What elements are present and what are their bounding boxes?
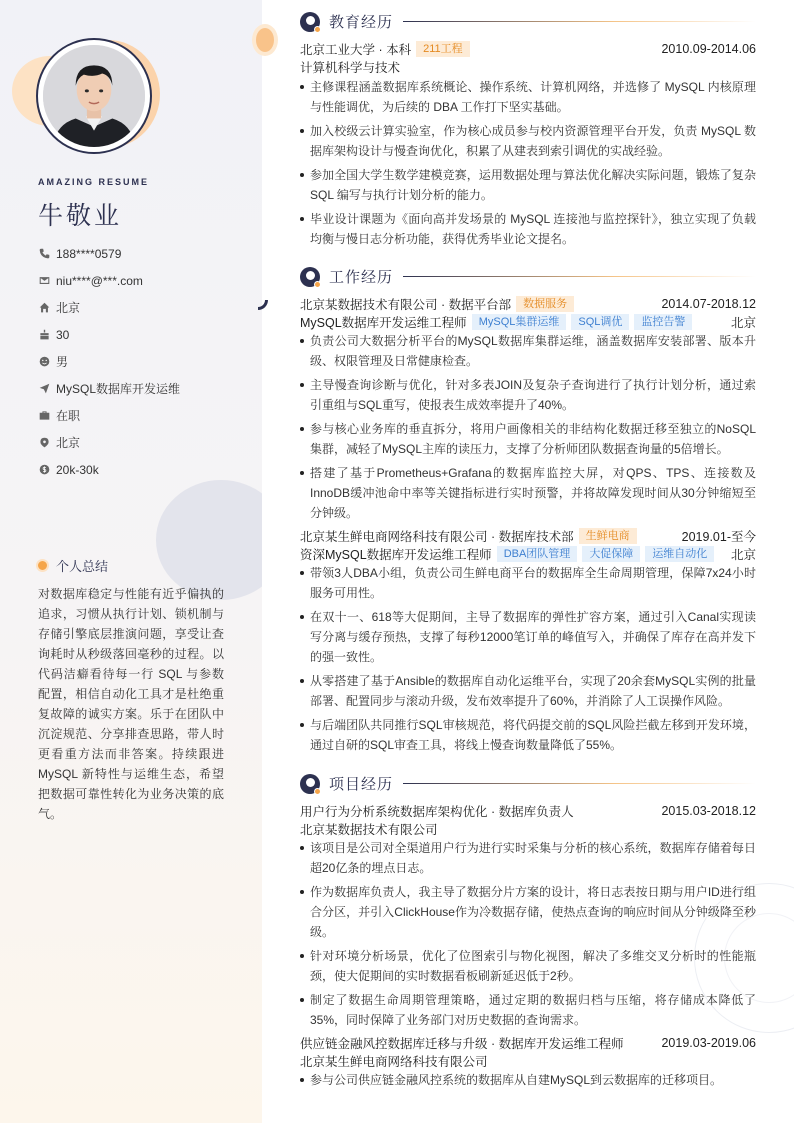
school-tag: 211工程: [416, 41, 470, 57]
job-1-period: 2014.07-2018.12: [661, 297, 756, 311]
info-salary: [38, 456, 253, 483]
section-divider: [403, 783, 756, 784]
education-period: 2010.09-2014.06: [661, 42, 756, 56]
education-title: 教育经历: [329, 14, 394, 31]
info-status: [38, 402, 253, 429]
cake-icon: [38, 329, 50, 341]
list-item: 作为数据库负责人，我主导了数据分片方案的设计，将日志表按日期与用户ID进行组合分区，并引入ClickHouse作为冷数据存储，使热点查询的响应时间从分钟级降至秒级。: [300, 882, 756, 942]
list-item: 加入校级云计算实验室，作为核心成员参与校内资源管理平台开发，负责 MySQL 数据库架构设计与慢查询优化，积累了从建表到索引调优的实战经验。: [300, 121, 756, 161]
project-2-bullets: [300, 1070, 756, 1094]
person-portrait-icon: [43, 45, 145, 147]
job-1-role: MySQL数据库开发运维工程师: [300, 316, 467, 330]
major: 计算机科学与技术: [300, 61, 401, 75]
info-residence: [38, 294, 253, 321]
job-2-company-tag: 生鲜电商: [579, 528, 637, 544]
list-item: 参加全国大学生数学建模竞赛，运用数据处理与算法优化解决实际问题，锻炼了复杂 SQL 编写与执行计划分析的能力。: [300, 165, 756, 205]
project-2-name: 供应链金融风控数据库迁移与升级 · 数据库开发运维工程师: [300, 1037, 624, 1051]
section-marker-icon: [300, 12, 320, 32]
project-1-header-row: [300, 802, 756, 820]
job-2-header-row: [300, 527, 756, 545]
list-item: 与后端团队共同推行SQL审核规范，将代码提交前的SQL风险拦截左移到开发环境，通过自研的SQL审查工具，将线上慢查询数量降低了55%。: [300, 715, 756, 755]
avatar-frame: [36, 38, 152, 154]
job-2-role: 资深MySQL数据库开发运维工程师: [300, 548, 492, 562]
list-item: 主导慢查询诊断与优化，针对多表JOIN及复杂子查询进行了执行计划分析，通过索引重组与SQL重写，使报表生成效率提升了40%。: [300, 375, 756, 415]
list-item: 带领3人DBA小组，负责公司生鲜电商平台的数据库全生命周期管理，保障7x24小时服务可用性。: [300, 563, 756, 603]
list-item: 从零搭建了基于Ansible的数据库自动化运维平台，实现了20余套MySQL实例的批量部署、配置同步与滚动升级，发布效率提升了60%，并消除了人工误操作风险。: [300, 671, 756, 711]
list-item: 负责公司大数据分析平台的MySQL数据库集群运维，涵盖数据库安装部署、版本升级、权限管理及日常健康检查。: [300, 331, 756, 371]
project-1-company: 北京某数据技术有限公司: [300, 823, 438, 837]
job-2-skill-tag: 大促保障: [582, 546, 640, 562]
list-item: 参与核心业务库的垂直拆分，将用户画像相关的非结构化数据迁移至独立的NoSQL集群，减轻了MySQL主库的读压力，支撑了分析师团队数据查询量的5倍增长。: [300, 419, 756, 459]
list-item: 搭建了基于Prometheus+Grafana的数据库监控大屏，对QPS、TPS、连接数及InnoDB缓冲池命中率等关键指标进行实时预警，并将故障发现时间从30分钟缩短至分钟级。: [300, 463, 756, 523]
job-1-company-tag: 数据服务: [516, 296, 574, 312]
job-1-city: 北京: [730, 316, 756, 330]
job-1-company: 北京某数据技术有限公司 · 数据平台部: [300, 298, 512, 312]
decorative-hook: [258, 300, 268, 310]
info-age: [38, 321, 253, 348]
list-item: 毕业设计课题为《面向高并发场景的 MySQL 连接池与监控探针》，独立实现了负载均衡与慢日志分析功能，获得优秀毕业论文提名。: [300, 209, 756, 249]
location-pin-icon: [38, 437, 50, 449]
job-2-skill-tag: DBA团队管理: [497, 546, 578, 562]
section-divider: [403, 21, 756, 22]
mail-icon: [38, 275, 50, 287]
phone-value: 188****0579: [56, 246, 122, 261]
list-item: 参与公司供应链金融风控系统的数据库从自建MySQL到云数据库的迁移项目。: [300, 1070, 756, 1090]
resume-tagline: AMAZING RESUME: [38, 177, 149, 187]
section-marker-icon: [300, 774, 320, 794]
send-icon: [38, 383, 50, 395]
target-city-value: 北京: [56, 436, 81, 450]
salary-icon: [38, 464, 50, 476]
residence-value: 北京: [56, 301, 81, 315]
section-divider: [403, 276, 756, 277]
job-2-skill-tag: 运维自动化: [645, 546, 714, 562]
project-1-bullets: [300, 838, 756, 1034]
age-value: 30: [56, 327, 70, 342]
job-1-skill-tag: SQL调优: [571, 314, 629, 330]
work-title: 工作经历: [329, 269, 394, 286]
list-item: 制定了数据生命周期管理策略，通过定期的数据归档与压缩，将存储成本降低了35%，同时保障了业务部门对历史数据的查询需求。: [300, 990, 756, 1030]
projects-section-heading: [300, 773, 756, 794]
phone-icon: [38, 248, 50, 260]
education-header-row: [300, 40, 756, 58]
job-1-header-row: [300, 295, 756, 313]
avatar: [43, 45, 145, 147]
info-phone: [38, 240, 253, 267]
job-2-company: 北京某生鲜电商网络科技有限公司 · 数据库技术部: [300, 530, 574, 544]
job-1-skill-tag: MySQL集群运维: [472, 314, 567, 330]
list-item: 该项目是公司对全渠道用户行为进行实时采集与分析的核心系统，数据库存储着每日超20亿条的埋点日志。: [300, 838, 756, 878]
work-section-heading: [300, 266, 756, 287]
status-value: 在职: [56, 409, 81, 423]
info-email: [38, 267, 253, 294]
decorative-tab: [256, 28, 274, 52]
job-1-skill-tag: 监控告警: [634, 314, 692, 330]
info-gender: [38, 348, 253, 375]
project-2-header-row: [300, 1034, 756, 1052]
section-marker-icon: [300, 267, 320, 287]
project-1-name: 用户行为分析系统数据库架构优化 · 数据库负责人: [300, 805, 574, 819]
project-2-company: 北京某生鲜电商网络科技有限公司: [300, 1055, 488, 1069]
school-name: 北京工业大学 · 本科: [300, 43, 412, 57]
education-bullets: [300, 77, 756, 253]
target-position-value: MySQL数据库开发运维: [56, 382, 181, 396]
briefcase-icon: [38, 410, 50, 422]
contact-info-list: [38, 240, 253, 483]
project-1-company-row: [300, 820, 756, 838]
project-2-company-row: [300, 1052, 756, 1070]
job-2-city: 北京: [730, 548, 756, 562]
job-1-role-row: [300, 313, 756, 331]
job-1-bullets: [300, 331, 756, 527]
summary-bullet-icon: [36, 559, 49, 572]
list-item: 针对环境分析场景，优化了位图索引与物化视图，解决了多维交叉分析时的性能瓶颈，使大促期间的实时数据看板刷新延迟低于2秒。: [300, 946, 756, 986]
info-target-city: [38, 429, 253, 456]
project-2-period: 2019.03-2019.06: [661, 1036, 756, 1050]
projects-title: 项目经历: [329, 776, 394, 793]
job-2-bullets: [300, 563, 756, 759]
gender-icon: [38, 356, 50, 368]
email-value: niu****@***.com: [56, 273, 143, 288]
job-2-role-row: [300, 545, 756, 563]
salary-value: 20k-30k: [56, 462, 99, 477]
sidebar: [0, 0, 262, 1123]
summary-title: 个人总结: [56, 559, 109, 574]
summary-text: 对数据库稳定与性能有近乎偏执的追求，习惯从执行计划、锁机制与存储引擎底层推演问题，享受让查询耗时从秒级落回毫秒的过程。以代码洁癖看待每一行 SQL 与参数配置，相信自动化工具才是杜绝重复故障的诚实方案。乐于在团队中沉淀规范、分享排查思路，带人时更看重方法而非答案。持续跟进 MySQL 新特性与运维生态，希望把数据可靠性转化为业务决策的底气。: [38, 587, 224, 821]
home-icon: [38, 302, 50, 314]
candidate-name: 牛敬业: [38, 202, 123, 230]
list-item: 主修课程涵盖数据库系统概论、操作系统、计算机网络，并选修了 MySQL 内核原理与性能调优，为后续的 DBA 工作打下坚实基础。: [300, 77, 756, 117]
decorative-circle: [156, 480, 262, 600]
summary-heading: [36, 556, 108, 575]
gender-value: 男: [56, 355, 69, 369]
job-2-period: 2019.01-至今: [681, 530, 756, 544]
education-major-row: [300, 58, 756, 76]
info-target-position: [38, 375, 253, 402]
project-1-period: 2015.03-2018.12: [661, 804, 756, 818]
education-section-heading: [300, 11, 756, 32]
list-item: 在双十一、618等大促期间，主导了数据库的弹性扩容方案，通过引入Canal实现读写分离与缓存预热，支撑了每秒12000笔订单的峰值写入，并确保了库存在高并发下的强一致性。: [300, 607, 756, 667]
